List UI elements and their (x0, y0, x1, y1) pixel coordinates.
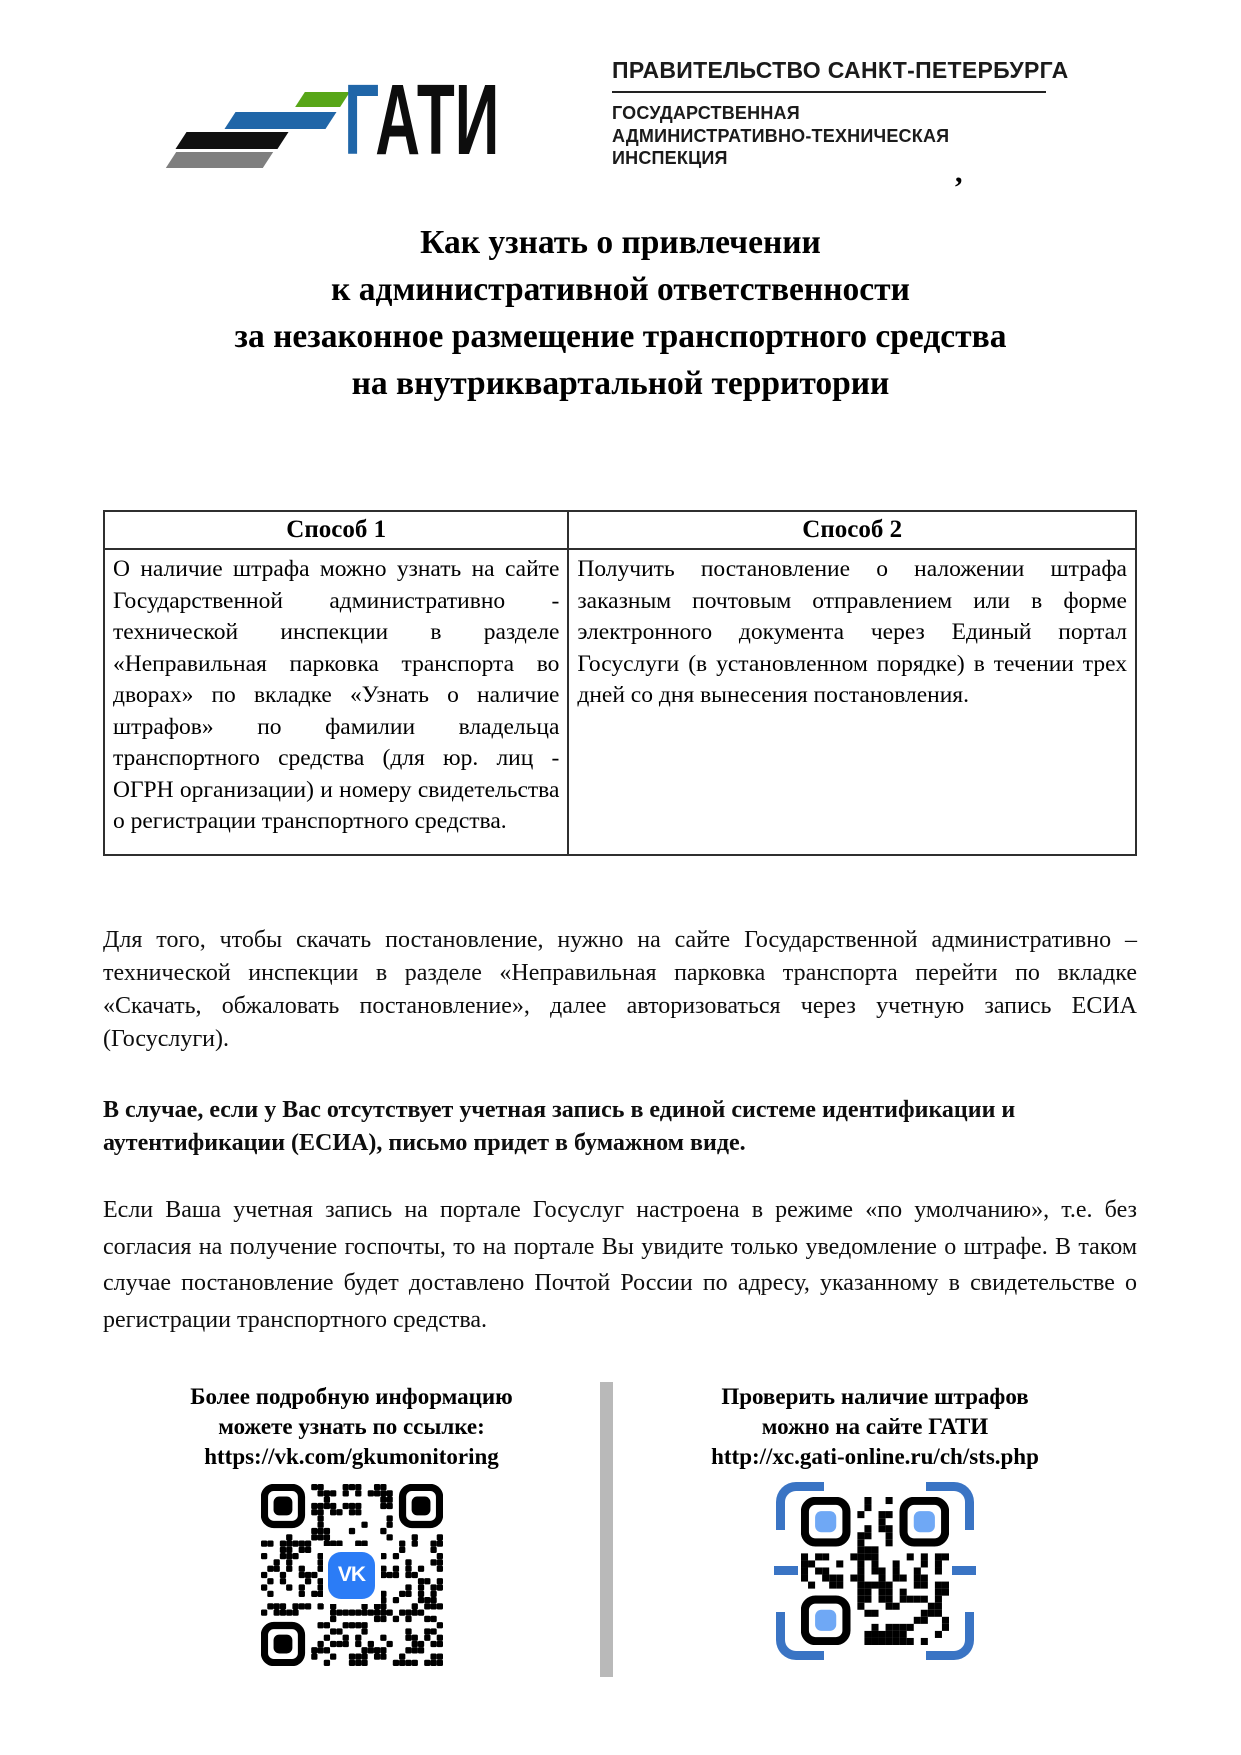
caption-line: Более подробную информацию (190, 1384, 513, 1409)
method-1-cell: О наличие штрафа можно узнать на сайте Государственной административно - технической инспекции в разделе «Неправильная парковка транспорта во дворах» по вкладке «Узнать о наличие штрафов» по фамилии владельца транспортного средства (для юр. лиц - ОГРН организации) и номеру свидетельства о регистрации транспортного средства. (104, 549, 568, 855)
gati-qr-code (776, 1482, 974, 1660)
stray-comma-mark: , (955, 156, 963, 189)
footer (103, 1382, 1137, 1677)
vk-qr-code (261, 1484, 443, 1666)
gati-url-text: http://xc.gati-online.ru/ch/sts.php (711, 1444, 1039, 1469)
method-2-cell: Получить постановление о наложении штрафа заказным почтовым отправлением или в форме электронного документа через Единый портал Госуслуги (в установленном порядке) в течении трех дней со дня вынесения постановления. (568, 549, 1136, 855)
paragraph-default-mode: Если Ваша учетная запись на портале Госуслуг настроена в режиме «по умолчанию», т.е. без согласия на получение госпочты, то на портале Вы увидите только уведомление о штрафе. В таком случае постановление будет доставлено Почтой России по адресу, указанному в свидетельстве о регистрации транспортного средства. (103, 1197, 1137, 1333)
scan-frame-dash-icon (774, 1566, 798, 1575)
org-name-line: ГОСУДАРСТВЕННАЯ (612, 103, 800, 123)
footer-left-column (103, 1382, 600, 1666)
logo-stripe-gray (166, 152, 273, 168)
logo-letter-g: Г (344, 64, 376, 176)
method-2-header: Способ 2 (568, 511, 1136, 549)
document-title (0, 219, 1241, 407)
gati-logo (150, 85, 370, 177)
header-divider-line (612, 91, 1046, 93)
logo-stripe-green (295, 92, 350, 107)
title-line: к административной ответственности (331, 271, 910, 308)
caption-line: можете узнать по ссылке: (218, 1414, 485, 1439)
org-name-line: ИНСПЕКЦИЯ (612, 148, 728, 168)
scan-frame-dash-icon (952, 1566, 976, 1575)
logo-stripe-blue (224, 112, 336, 129)
title-line: Как узнать о привлечении (420, 224, 821, 261)
footer-right-column (613, 1382, 1137, 1660)
methods-table (103, 510, 1137, 856)
title-line: на внутриквартальной территории (351, 365, 890, 402)
logo-stripe-black (175, 132, 288, 149)
government-header (612, 57, 1082, 170)
gati-logo-text (344, 64, 500, 176)
table-body-row (104, 549, 1136, 855)
vk-logo-letters: VK (337, 1563, 366, 1586)
paragraph-download-info: Для того, чтобы скачать постановление, нужно на сайте Государственной административно – технической инспекции в разделе «Неправильная парковка транспорта перейти по вкладке «Скачать, обжаловать постановление», далее авторизоваться через учетную запись ЕСИА (Госуслуги). (103, 927, 1137, 1052)
caption-line: Проверить наличие штрафов (721, 1384, 1029, 1409)
logo-letters-ati: АТИ (375, 64, 500, 176)
body-paragraphs (103, 924, 1137, 1338)
table-header-row (104, 511, 1136, 549)
gati-caption (613, 1382, 1137, 1472)
vk-caption (103, 1382, 600, 1472)
title-line: за незаконное размещение транспортного средства (234, 318, 1007, 355)
gati-qr-pattern (801, 1497, 949, 1645)
org-name-line: АДМИНИСТРАТИВНО-ТЕХНИЧЕСКАЯ (612, 125, 950, 146)
method-1-header: Способ 1 (104, 511, 568, 549)
government-title: ПРАВИТЕЛЬСТВО САНКТ-ПЕТЕРБУРГА (612, 57, 1069, 83)
caption-line: можно на сайте ГАТИ (761, 1414, 989, 1439)
vk-logo-icon (328, 1552, 375, 1599)
paragraph-no-esia-bold: В случае, если у Вас отсутствует учетная запись в единой системе идентификации и аутентификации (ЕСИА), письмо придет в бумажном виде. (103, 1097, 1016, 1156)
vertical-divider (600, 1382, 613, 1677)
vk-url-text: https://vk.com/gkumonitoring (204, 1444, 499, 1469)
vk-logo-backdrop (323, 1546, 381, 1604)
